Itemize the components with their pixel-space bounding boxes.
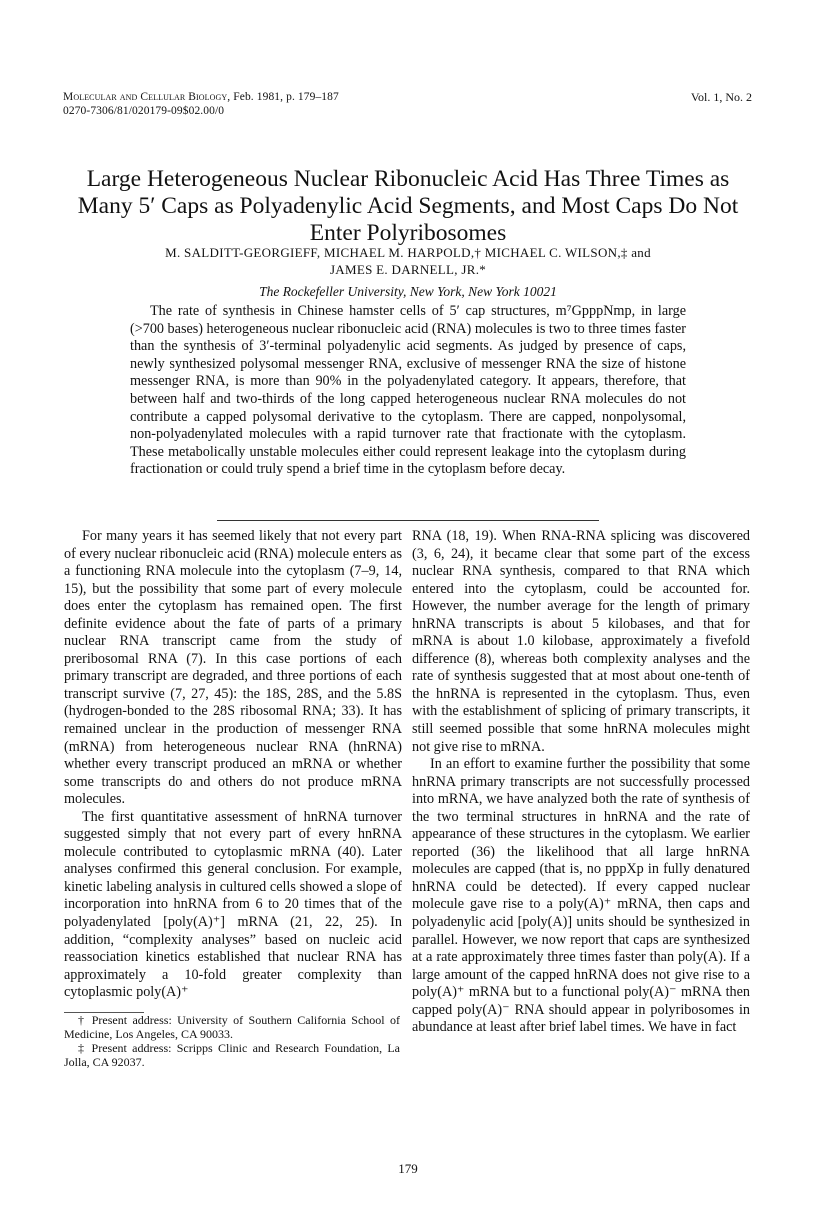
journal-header [63, 90, 623, 118]
footnote: † Present address: University of Southern California School of Medicine, Los Angeles, CA 90033. [64, 1013, 400, 1041]
journal-name: Molecular and Cellular Biology [63, 91, 228, 103]
page-number: 179 [398, 1161, 418, 1176]
abstract: The rate of synthesis in Chinese hamster cells of 5′ cap structures, m⁷GpppNmp, in large (>700 bases) heterogeneous nuclear ribonucleic acid (RNA) molecules is two to three times faster than the synthesis of 3′-terminal polyadenylic acid segments. As judged by presence of caps, newly synthesized polysomal messenger RNA, exclusive of messenger RNA the size of histone messenger RNA, is more than 90% in the polyadenylated category. It appears, therefore, that between half and two-thirds of the long capped heterogeneous nuclear RNA molecules do not contribute a capped polysomal derivative to the cytoplasm. There are capped, nonpolysomal, non-polyadenylated molecules with a rapid turnover rate that fractionate with the cytoplasm. These metabolically unstable molecules either could represent leakage into the cytoplasm during fractionation or could truly spend a brief time in the cytoplasm before decay. [130, 303, 687, 478]
volume-issue: Vol. 1, No. 2 [690, 90, 752, 104]
abstract-divider [217, 520, 599, 521]
journal-citation: , Feb. 1981, p. 179–187 [227, 91, 339, 103]
affiliation: The Rockefeller University, New York, New York 10021 [259, 284, 557, 299]
article-title: Large Heterogeneous Nuclear Ribonucleic Acid Has Three Times as Many 5′ Caps as Polyadenylic Acid Segments, and Most Caps Do Not Enter Polyribosomes [77, 165, 739, 246]
authors-line-2: JAMES E. DARNELL, JR.* [329, 262, 487, 277]
body-column-right [412, 528, 750, 1037]
body-paragraph: The first quantitative assessment of hnRNA turnover suggested simply that not every part of every hnRNA molecule contributed to cytoplasmic mRNA (40). Later analyses confirmed this general conclusion. For example, kinetic labeling analysis in cultured cells showed a slope of incorporation into hnRNA from 6 to 20 times that of the polyadenylated [poly(A)⁺] mRNA (21, 22, 25). In addition, “complexity analyses” based on nucleic acid reassociation kinetics established that nuclear RNA has approximately a 10-fold greater complexity than cytoplasmic poly(A)⁺ [64, 808, 402, 1001]
body-paragraph: For many years it has seemed likely that not every part of every nuclear ribonucleic acid (RNA) molecule enters as a functioning RNA molecule into the cytoplasm (7–9, 14, 15), but the possibility that some part of every molecule does enter the cytoplasm has remained open. The first definite evidence about the fate of parts of a primary nuclear RNA transcript came from the study of preribosomal RNA (7). In this case portions of each primary transcript are degraded, and three portions of each transcript survive (7, 27, 45): the 18S, 28S, and the 5.8S (hydrogen-bonded to the 28S ribosomal RNA; 33). It has remained unclear in the production of messenger RNA (mRNA) from heterogeneous nuclear RNA (hnRNA) whether every transcript produced an mRNA or whether some transcripts do and others do not produce mRNA molecules. [64, 528, 402, 808]
footnotes [64, 1013, 400, 1069]
authors-line-1: M. SALDITT-GEORGIEFF, MICHAEL M. HARPOLD,† MICHAEL C. WILSON,‡ and [165, 245, 651, 260]
body-column-left [64, 528, 402, 1002]
issn-line: 0270-7306/81/020179-09$02.00/0 [63, 105, 225, 117]
body-paragraph: RNA (18, 19). When RNA-RNA splicing was discovered (3, 6, 24), it became clear that some part of the excess nuclear RNA synthesis, compared to that RNA which entered into the cytoplasm, could be accounted for. However, the number average for the length of primary hnRNA transcripts is about 5 kilobases, and that for mRNA is about 1.0 kilobase, approximately a fivefold difference (8), whereas both complexity analyses and the rate of synthesis suggested that at most about one-tenth of the hnRNA is represented in the cytoplasm. Thus, even with the establishment of splicing of primary transcripts, it still seemed possible that some hnRNA molecules might not give rise to mRNA. [412, 528, 750, 755]
footnote: ‡ Present address: Scripps Clinic and Research Foundation, La Jolla, CA 92037. [64, 1041, 400, 1069]
author-list [60, 244, 756, 278]
body-paragraph: In an effort to examine further the possibility that some hnRNA primary transcripts are not successfully processed into mRNA, we have analyzed both the rate of synthesis of the two terminal structures in hnRNA and the rate of appearance of these structures in the cytoplasm. We earlier reported (36) the likelihood that all large hnRNA molecules are capped (that is, no pppXp in fully denatured hnRNA could be detected). If every capped nuclear molecule gave rise to a poly(A)⁺ mRNA, then caps and polyadenylic acid [poly(A)] units should be synthesized in parallel. However, we now report that caps are synthesized at a rate approximately three times faster than poly(A). If a large amount of the capped hnRNA does not give rise to a poly(A)⁺ mRNA but to a functional poly(A)⁻ mRNA then capped poly(A)⁻ RNA should appear in polyribosomes in abundance at least after brief label times. We have in fact [412, 756, 750, 1036]
